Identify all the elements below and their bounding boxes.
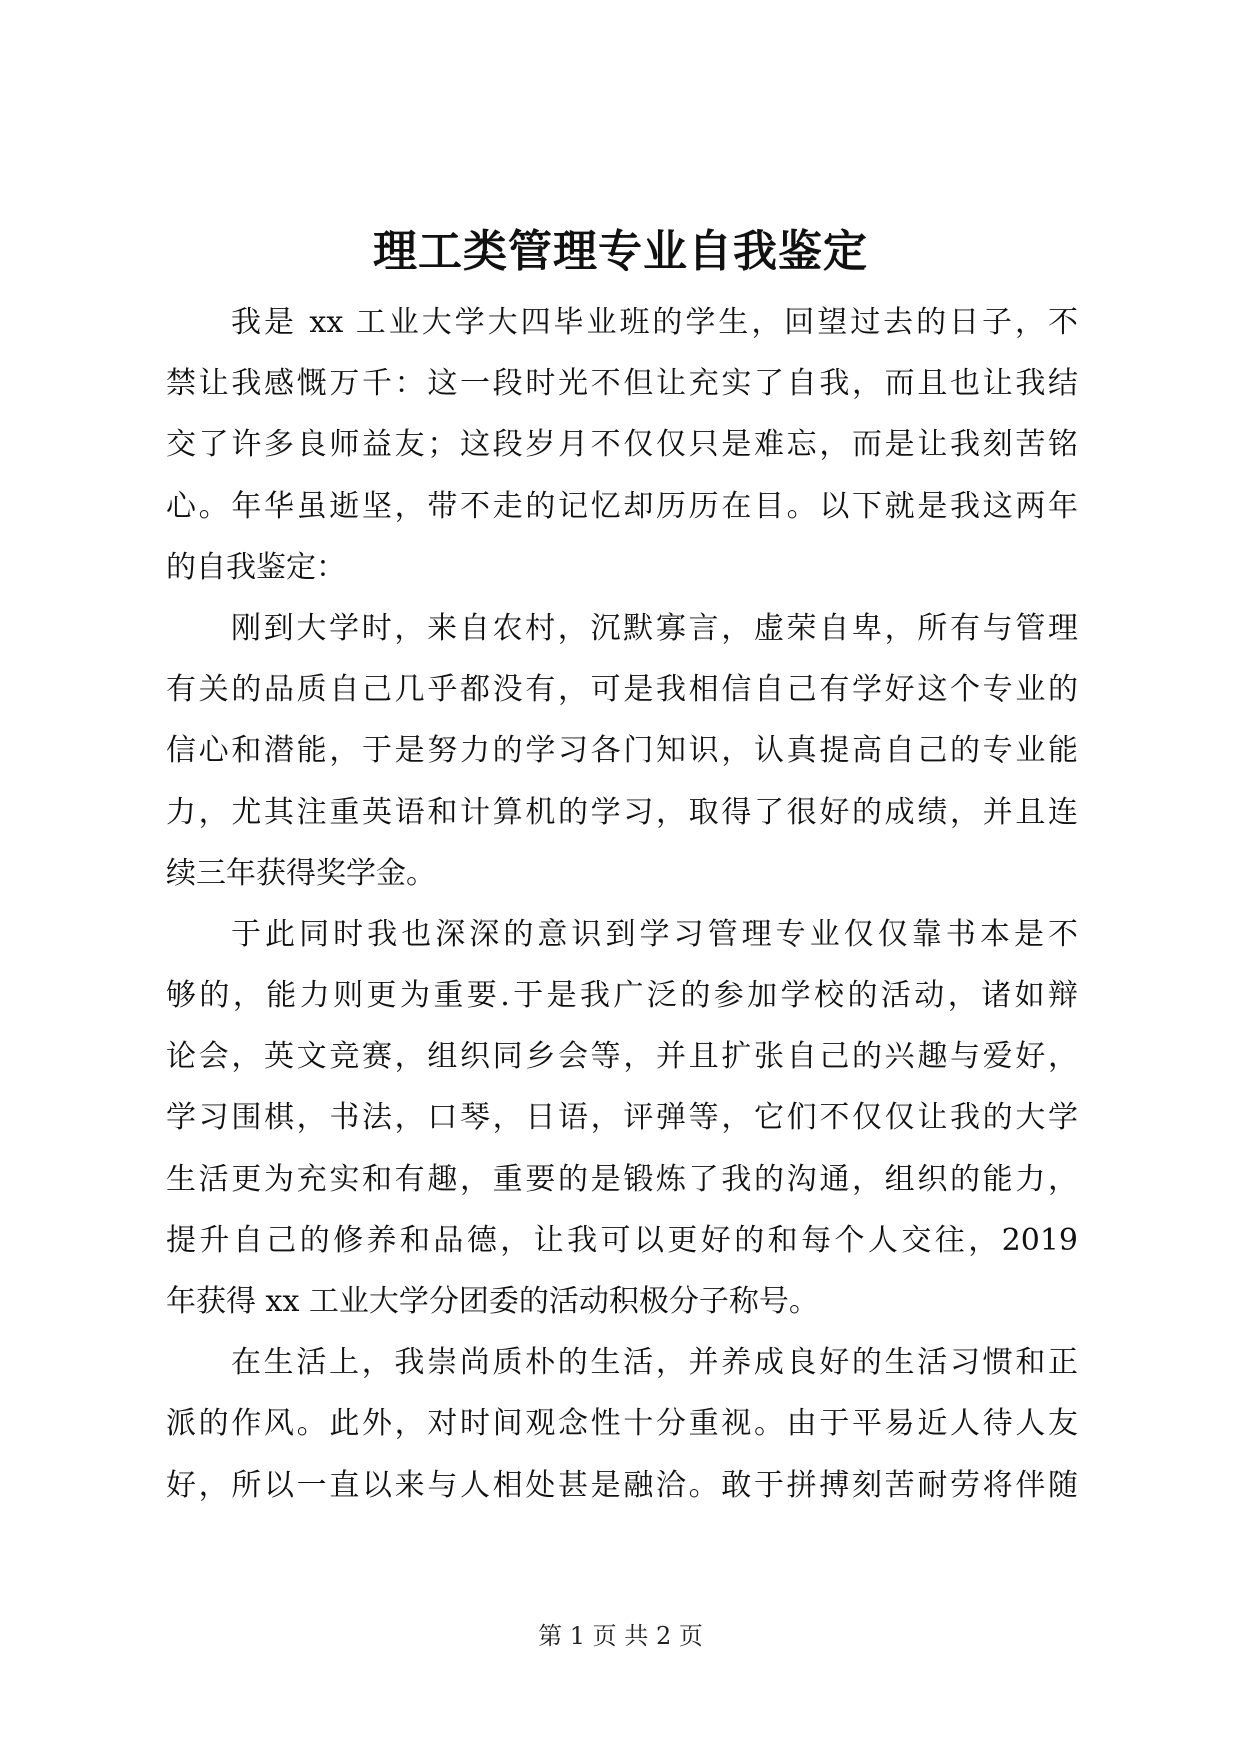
text-line: 论会，英文竞赛，组织同乡会等，并且扩张自己的兴趣与爱好， xyxy=(166,1039,1078,1075)
text-line: 于此同时我也深深的意识到学习管理专业仅仅靠书本是不 xyxy=(231,916,1078,952)
text-line: 提升自己的修养和品德，让我可以更好的和每个人交往，2019 xyxy=(166,1222,1078,1258)
text-line: 年获得 xx 工业大学分团委的活动积极分子称号。 xyxy=(166,1284,819,1319)
text-line: 禁让我感慨万千：这一段时光不但让充实了自我，而且也让我结 xyxy=(166,366,1078,402)
text-line: 好，所以一直以来与人相处甚是融洽。敢于拼搏刻苦耐劳将伴随 xyxy=(166,1467,1078,1503)
text-line: 续三年获得奖学金。 xyxy=(166,855,436,891)
text-line: 在生活上，我崇尚质朴的生活，并养成良好的生活习惯和正 xyxy=(231,1345,1078,1381)
text-line: 够的，能力则更为重要.于是我广泛的参加学校的活动，诸如辩 xyxy=(166,978,1078,1014)
text-line: 信心和潜能，于是努力的学习各门知识，认真提高自己的专业能 xyxy=(166,733,1078,769)
text-line: 我是 xx 工业大学大四毕业班的学生，回望过去的日子，不 xyxy=(231,305,1078,340)
text-line: 心。年华虽逝坚，带不走的记忆却历历在目。以下就是我这两年 xyxy=(166,488,1078,524)
document-title: 理工类管理专业自我鉴定 xyxy=(373,226,868,277)
document-body xyxy=(166,292,1078,1516)
page-footer: 第 1 页 共 2 页 xyxy=(538,1622,703,1650)
text-line: 派的作风。此外，对时间观念性十分重视。由于平易近人待人友 xyxy=(166,1406,1078,1442)
text-line: 刚到大学时，来自农村，沉默寡言，虚荣自卑，所有与管理 xyxy=(231,610,1078,646)
text-line: 力，尤其注重英语和计算机的学习，取得了很好的成绩，并且连 xyxy=(166,794,1078,830)
text-line: 生活更为充实和有趣，重要的是锻炼了我的沟通，组织的能力， xyxy=(166,1161,1078,1197)
text-line: 交了许多良师益友；这段岁月不仅仅只是难忘，而是让我刻苦铭 xyxy=(166,427,1078,463)
text-line: 学习围棋，书法，口琴，日语，评弹等，它们不仅仅让我的大学 xyxy=(166,1100,1078,1136)
text-line: 有关的品质自己几乎都没有，可是我相信自己有学好这个专业的 xyxy=(166,672,1078,708)
text-line: 的自我鉴定： xyxy=(166,549,346,585)
